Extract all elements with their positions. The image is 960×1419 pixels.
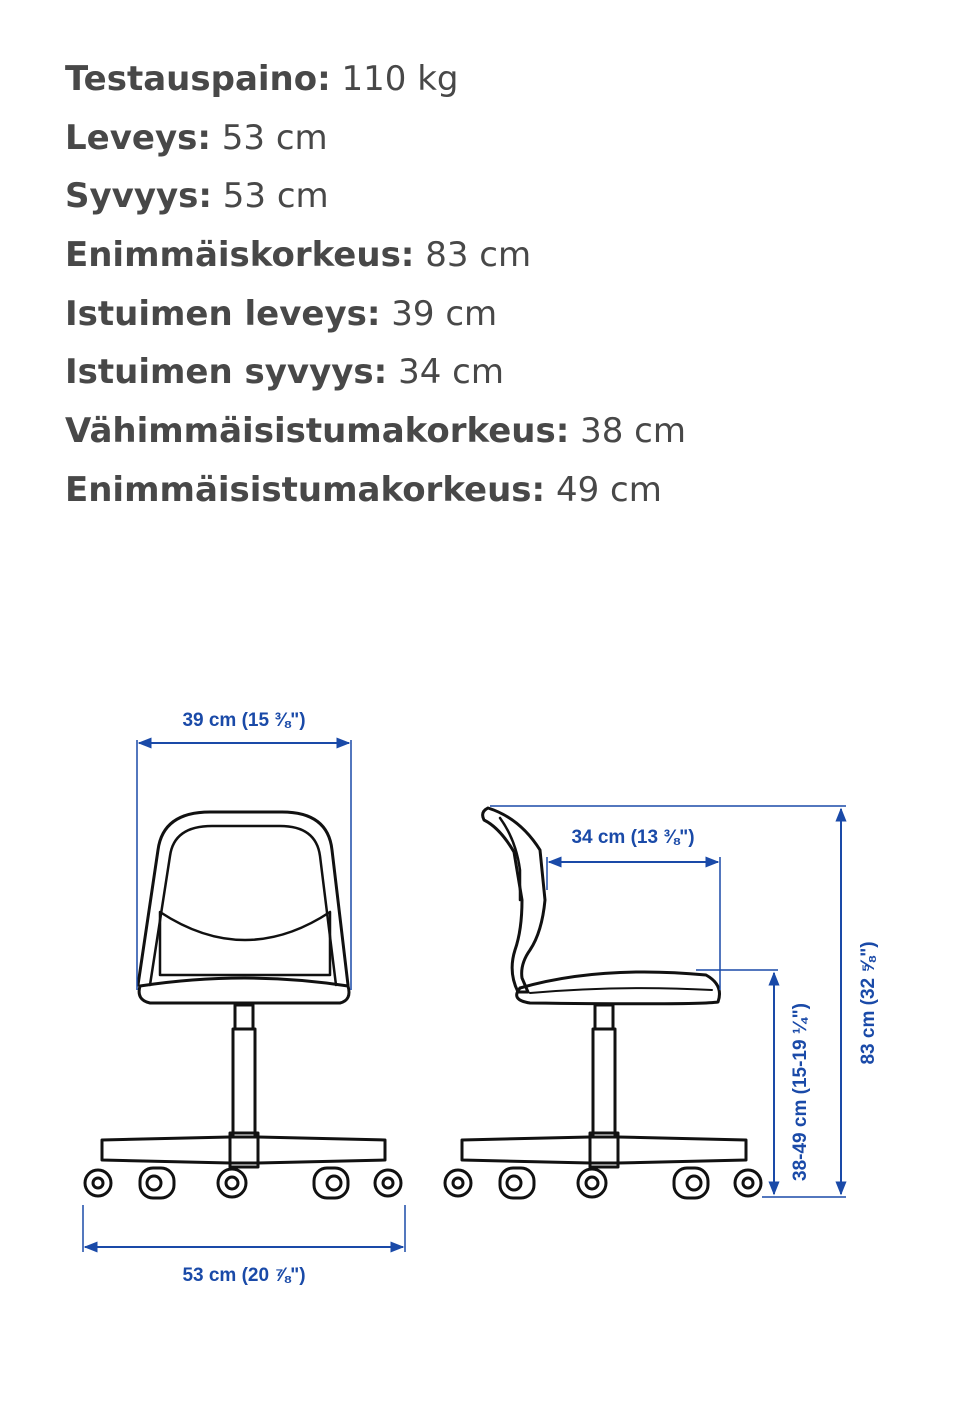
front-seat <box>139 978 349 1003</box>
side-caster-hub <box>687 1176 701 1190</box>
spec-value: 38 cm <box>580 411 686 452</box>
total-height-label: 83 cm (32 ⅝") <box>858 941 879 1065</box>
seat-depth-label: 34 cm (13 ⅜") <box>571 827 695 848</box>
spec-label: Istuimen syvyys: <box>65 352 388 393</box>
side-backrest-inner <box>500 818 520 900</box>
front-caster-hub <box>383 1178 393 1188</box>
spec-value: 53 cm <box>221 117 328 158</box>
front-caster-hub <box>327 1176 341 1190</box>
side-caster-hub <box>743 1178 753 1188</box>
spec-label: Leveys: <box>65 117 211 158</box>
side-caster <box>445 1170 471 1196</box>
front-view-chair <box>85 812 401 1198</box>
spec-label: Vähimmäisistumakorkeus: <box>65 411 570 452</box>
spec-label: Testauspaino: <box>65 59 331 99</box>
front-backrest-inner <box>150 826 336 985</box>
side-caster <box>674 1168 708 1198</box>
seat-width-label: 39 cm (15 ⅜") <box>182 710 306 731</box>
spec-value: 49 cm <box>555 469 662 510</box>
side-gas-cylinder <box>593 1029 615 1137</box>
front-caster <box>85 1170 111 1196</box>
front-gas-column <box>235 1005 253 1029</box>
side-seat-edge <box>530 988 712 993</box>
side-caster <box>578 1169 606 1197</box>
spec-label: Syvyys: <box>65 176 212 217</box>
front-base-arms <box>102 1137 385 1163</box>
side-view-chair <box>445 808 761 1198</box>
spec-label: Istuimen leveys: <box>65 293 381 334</box>
base-width-label: 53 cm (20 ⅞") <box>182 1265 306 1286</box>
front-caster-hub <box>226 1177 238 1189</box>
front-caster-hub <box>147 1176 161 1190</box>
side-caster-hub <box>586 1177 598 1189</box>
front-dimensions <box>83 710 405 1286</box>
side-backrest <box>483 808 545 992</box>
side-base-arms <box>462 1137 746 1163</box>
front-gas-cylinder <box>233 1029 255 1137</box>
spec-value: 34 cm <box>398 352 504 393</box>
front-back-cushion <box>160 912 330 975</box>
front-caster <box>218 1169 246 1197</box>
spec-value: 83 cm <box>425 235 532 276</box>
side-caster-hub <box>453 1178 463 1188</box>
side-caster <box>500 1168 534 1198</box>
spec-value: 53 cm <box>222 176 329 217</box>
side-gas-column <box>595 1005 613 1029</box>
seat-height-label: 38-49 cm (15-19 ¼") <box>790 1003 811 1181</box>
side-caster-hub <box>507 1176 521 1190</box>
front-caster-hub <box>93 1178 103 1188</box>
side-casters <box>445 1168 761 1198</box>
front-caster <box>375 1170 401 1196</box>
spec-label: Enimmäiskorkeus: <box>65 235 415 276</box>
spec-label: Enimmäisistumakorkeus: <box>65 469 546 510</box>
front-casters <box>85 1168 401 1198</box>
front-caster <box>314 1168 348 1198</box>
side-caster <box>735 1170 761 1196</box>
spec-value: 39 cm <box>391 293 498 334</box>
spec-value: 110 kg <box>341 59 459 99</box>
front-backrest <box>138 812 348 985</box>
front-caster <box>140 1168 174 1198</box>
